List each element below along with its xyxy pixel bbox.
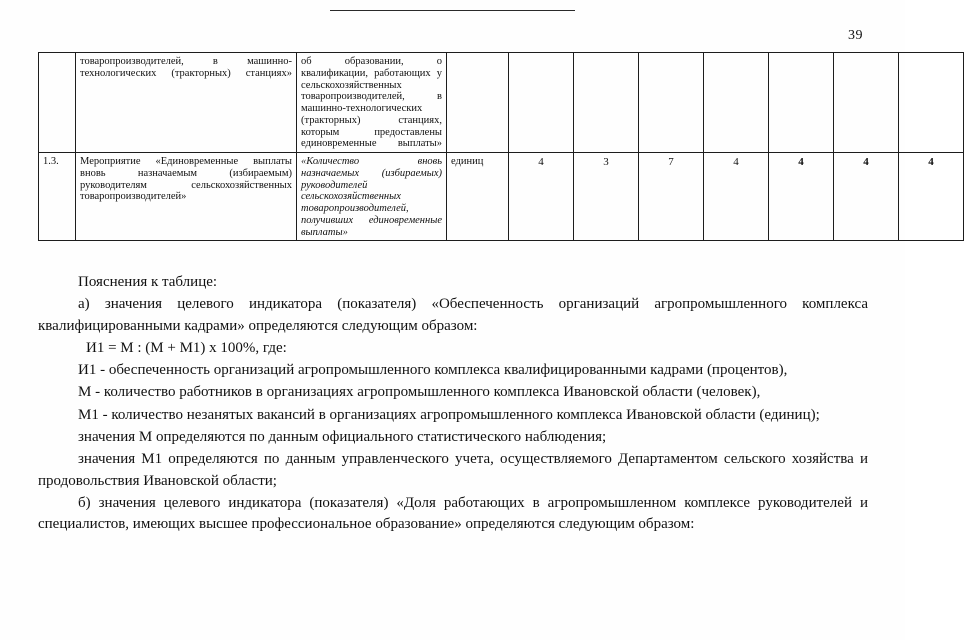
- row-value-5: 4: [769, 153, 834, 241]
- row-value-4: [704, 53, 769, 153]
- row-value-1: 4: [509, 153, 574, 241]
- row-value-3: 7: [639, 153, 704, 241]
- row-value-2: [574, 53, 639, 153]
- row-value-5: [769, 53, 834, 153]
- source-m1: значения М1 определяются по данным управленческого учета, осуществляемого Департаментом сельского хозяйства и продовольствия Ивановской области;: [38, 451, 868, 489]
- row-value-1: [509, 53, 574, 153]
- row-number: 1.3.: [39, 153, 76, 241]
- legend-m1: М1 - количество незанятых вакансий в организациях агропромышленного комплекса Ивановской области (единиц);: [78, 406, 820, 423]
- row-unit: единиц: [447, 153, 509, 241]
- table-row: [39, 153, 964, 241]
- row-measure: «Количество вновь назначаемых (избираемых) руководителей сельскохозяйственных товаропроизводителей, получивших единовременные выплаты»: [297, 153, 447, 241]
- page-number: 39: [848, 28, 863, 43]
- row-value-7: 4: [899, 153, 964, 241]
- row-number: [39, 53, 76, 153]
- explanations-section: [38, 272, 868, 537]
- row-name: Мероприятие «Единовременные выплаты вновь назначаемым (избираемым) руководителям сельскохозяйственных товаропроизводителей»: [76, 153, 297, 241]
- legend-m: М - количество работников в организациях агропромышленного комплекса Ивановской области (человек),: [78, 384, 761, 401]
- legend-i1: И1 - обеспеченность организаций агропромышленного комплекса квалифицированными кадрами (процентов),: [78, 362, 788, 379]
- row-value-4: 4: [704, 153, 769, 241]
- row-value-6: 4: [834, 153, 899, 241]
- paragraph-b: б) значения целевого индикатора (показателя) «Доля работающих в агропромышленном комплексе руководителей и специалистов, имеющих высшее профессиональное образование» определяются следующим образом:: [38, 494, 868, 533]
- row-unit: [447, 53, 509, 153]
- row-measure: об образовании, о квалификации, работающих у сельскохозяйственных товаропроизводителей, в машинно-технологических (тракторных) станциях, которым предоставлены единовременные выплаты»: [297, 53, 447, 153]
- row-value-2: 3: [574, 153, 639, 241]
- row-value-6: [834, 53, 899, 153]
- row-value-7: [899, 53, 964, 153]
- explanations-heading: Пояснения к таблице:: [78, 274, 218, 290]
- paragraph-a: а) значения целевого индикатора (показателя) «Обеспеченность организаций агропромышленного комплекса квалифицированными кадрами» определяются следующим образом:: [38, 296, 868, 334]
- table-row: [39, 53, 964, 153]
- source-m: значения М определяются по данным официального статистического наблюдения;: [78, 429, 607, 446]
- formula-i1: И1 = М : (М + М1) х 100%, где:: [86, 339, 287, 356]
- indicators-table: [38, 52, 964, 241]
- row-value-3: [639, 53, 704, 153]
- row-name: товаропроизводителей, в машинно-технологических (тракторных) станциях»: [76, 53, 297, 153]
- header-rule: [330, 10, 575, 11]
